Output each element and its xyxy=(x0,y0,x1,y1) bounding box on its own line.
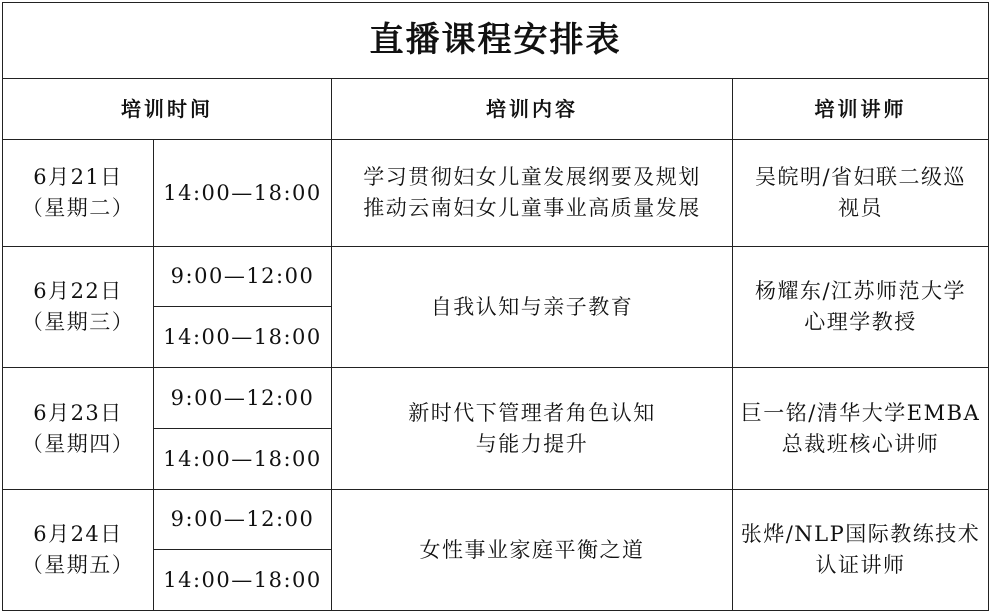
title-row xyxy=(3,3,989,79)
time-slot: 9:00—12:00 xyxy=(154,368,332,429)
content-cell xyxy=(332,368,733,490)
date-text: 6月24日 xyxy=(33,522,123,546)
time-slot: 9:00—12:00 xyxy=(154,490,332,550)
table-row xyxy=(3,140,989,247)
header-row xyxy=(3,79,989,140)
lecturer-line: 吴皖明/省妇联二级巡 xyxy=(754,165,967,189)
content-line: 推动云南妇女儿童事业高质量发展 xyxy=(363,196,701,220)
date-cell xyxy=(3,247,154,368)
date-cell xyxy=(3,140,154,247)
content-line: 与能力提升 xyxy=(475,431,589,456)
lecturer-line: 总裁班核心讲师 xyxy=(781,431,940,456)
date-text: 6月22日 xyxy=(33,279,123,303)
content-line: 新时代下管理者角色认知 xyxy=(408,400,656,425)
table-row xyxy=(3,247,989,307)
table-title: 直播课程安排表 xyxy=(3,3,989,79)
lecturer-line: 视员 xyxy=(838,196,883,220)
header-time: 培训时间 xyxy=(3,79,332,140)
lecturer-line: 认证讲师 xyxy=(815,553,906,577)
schedule-table xyxy=(2,2,989,611)
content-line: 自我认知与亲子教育 xyxy=(430,294,634,319)
lecturer-line: 心理学教授 xyxy=(804,310,917,334)
lecturer-line: 张烨/NLP国际教练技术 xyxy=(740,522,981,546)
weekday-text: （星期五） xyxy=(21,553,135,577)
content-cell xyxy=(332,490,733,611)
content-cell xyxy=(332,247,733,368)
lecturer-cell xyxy=(733,490,989,611)
date-text: 6月21日 xyxy=(33,165,123,189)
lecturer-cell xyxy=(733,140,989,247)
weekday-text: （星期二） xyxy=(21,196,135,220)
content-cell xyxy=(332,140,733,247)
content-line: 学习贯彻妇女儿童发展纲要及规划 xyxy=(363,165,701,189)
date-cell xyxy=(3,368,154,490)
header-lecturer: 培训讲师 xyxy=(733,79,989,140)
date-text: 6月23日 xyxy=(33,400,123,425)
weekday-text: （星期四） xyxy=(21,431,135,456)
lecturer-cell xyxy=(733,247,989,368)
lecturer-line: 杨耀东/江苏师范大学 xyxy=(754,279,967,303)
table-row xyxy=(3,490,989,550)
header-content: 培训内容 xyxy=(332,79,733,140)
time-slot: 14:00—18:00 xyxy=(154,140,332,247)
table-row xyxy=(3,368,989,429)
time-slot: 14:00—18:00 xyxy=(154,307,332,368)
date-cell xyxy=(3,490,154,611)
time-slot: 14:00—18:00 xyxy=(154,429,332,490)
lecturer-cell xyxy=(733,368,989,490)
time-slot: 9:00—12:00 xyxy=(154,247,332,307)
content-line: 女性事业家庭平衡之道 xyxy=(419,537,645,562)
lecturer-line: 巨一铭/清华大学EMBA xyxy=(740,400,981,425)
time-slot: 14:00—18:00 xyxy=(154,550,332,611)
weekday-text: （星期三） xyxy=(21,310,135,334)
